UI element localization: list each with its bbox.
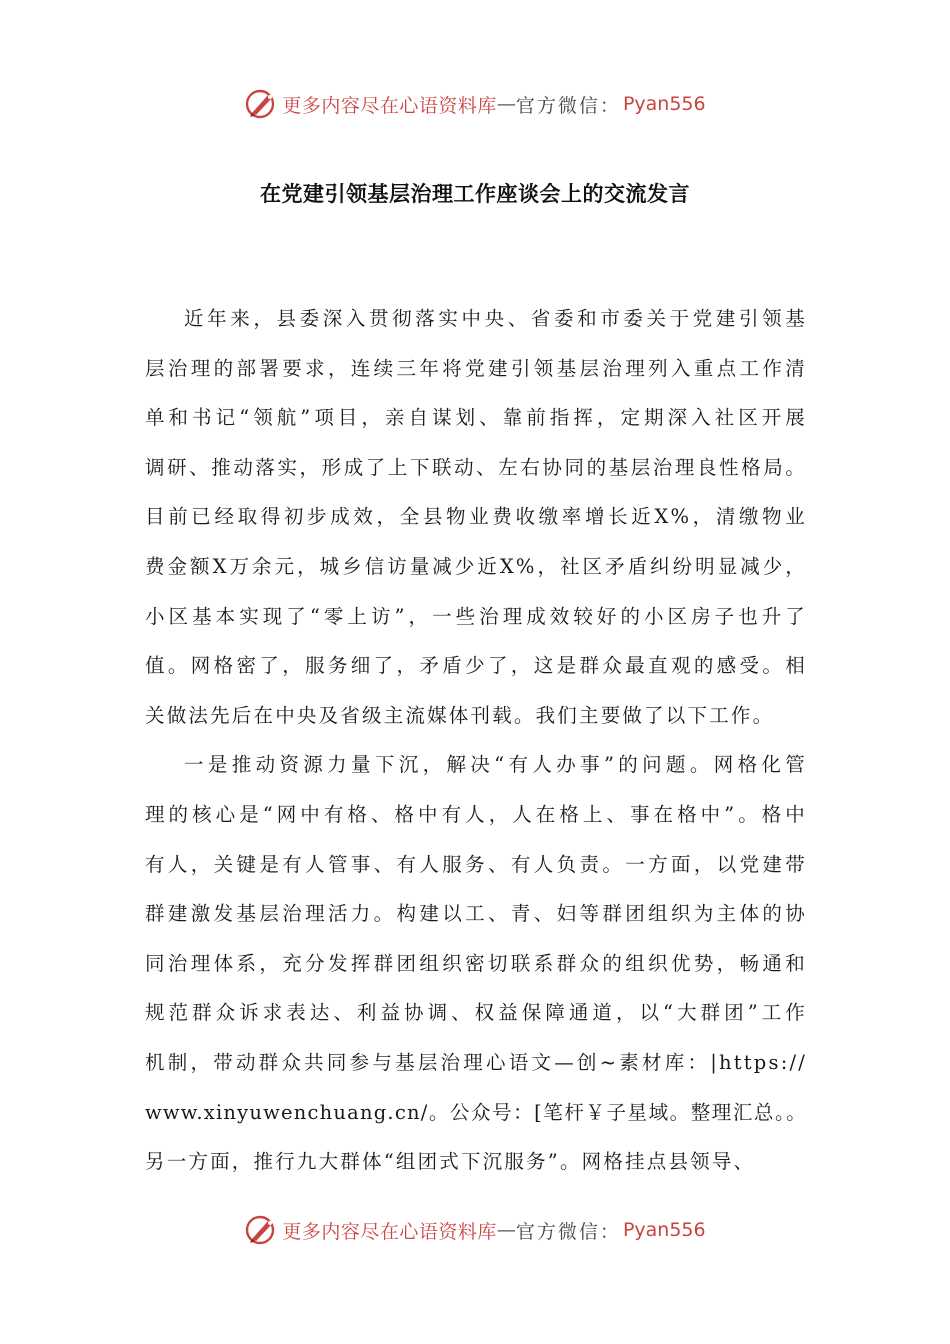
document-title: 在党建引领基层治理工作座谈会上的交流发言 — [260, 182, 690, 206]
text-line: 近年来，县委深入贯彻落实中央、省委和市委关于党建引领基 — [184, 307, 807, 330]
text-line: 机制，带动群众共同参与基层治理心语文—创~素材库：|https:// — [145, 1050, 807, 1074]
watermark-text: 更多内容尽在心语资料库 — [282, 94, 497, 117]
watermark-footer — [0, 1208, 950, 1252]
text-line: 另一方面，推行九大群体“组团式下沉服务”。网格挂点县领导、 — [145, 1150, 756, 1174]
text-line: 一是推动资源力量下沉，解决“有人办事”的问题。网格化管 — [184, 753, 807, 777]
text-line: 小区基本实现了“零上访”，一些治理成效较好的小区房子也升了 — [145, 604, 807, 628]
text-line: 调研、推动落实，形成了上下联动、左右协同的基层治理良性格局。 — [145, 455, 807, 479]
watermark-id: Pyan556 — [622, 1219, 706, 1241]
text-line: 层治理的部署要求，连续三年将党建引领基层治理列入重点工作清 — [145, 356, 807, 380]
text-line: 有人，关键是有人管事、有人服务、有人负责。一方面，以党建带 — [145, 852, 807, 876]
text-line: 值。网格密了，服务细了，矛盾少了，这是群众最直观的感受。相 — [145, 654, 807, 678]
text-line: 理的核心是“网中有格、格中有人，人在格上、事在格中”。格中 — [145, 802, 807, 826]
watermark-text: 更多内容尽在心语资料库 — [282, 1220, 497, 1243]
watermark-separator: — — [496, 93, 516, 115]
text-line: 单和书记“领航”项目，亲自谋划、靠前指挥，定期深入社区开展 — [145, 406, 807, 430]
text-line: 关做法先后在中央及省级主流媒体刊载。我们主要做了以下工作。 — [145, 703, 775, 727]
text-line: 群建激发基层治理活力。构建以工、青、妇等群团组织为主体的协 — [145, 902, 807, 926]
text-line: www.xinyuwenchuang.cn/。公众号：[笔杆￥子星域。整理汇总。。 — [145, 1100, 807, 1124]
watermark-header — [0, 82, 950, 126]
document-body — [145, 294, 807, 1187]
paragraph-1 — [145, 294, 807, 740]
paragraph-2 — [145, 740, 807, 1186]
pen-logo-icon — [244, 1213, 278, 1247]
text-line: 规范群众诉求表达、利益协调、权益保障通道，以“大群团”工作 — [145, 1001, 807, 1025]
watermark-separator: — — [496, 1219, 516, 1241]
watermark-id: Pyan556 — [622, 93, 706, 115]
text-line: 目前已经取得初步成效，全县物业费收缴率增长近X%，清缴物业 — [145, 505, 807, 529]
pen-logo-icon — [244, 87, 278, 121]
text-line: 费金额X万余元，城乡信访量减少近X%，社区矛盾纠纷明显减少， — [145, 554, 807, 578]
watermark-label: 官方微信： — [515, 1220, 621, 1243]
text-line: 同治理体系，充分发挥群团组织密切联系群众的组织优势，畅通和 — [145, 951, 807, 975]
watermark-label: 官方微信： — [515, 94, 621, 117]
